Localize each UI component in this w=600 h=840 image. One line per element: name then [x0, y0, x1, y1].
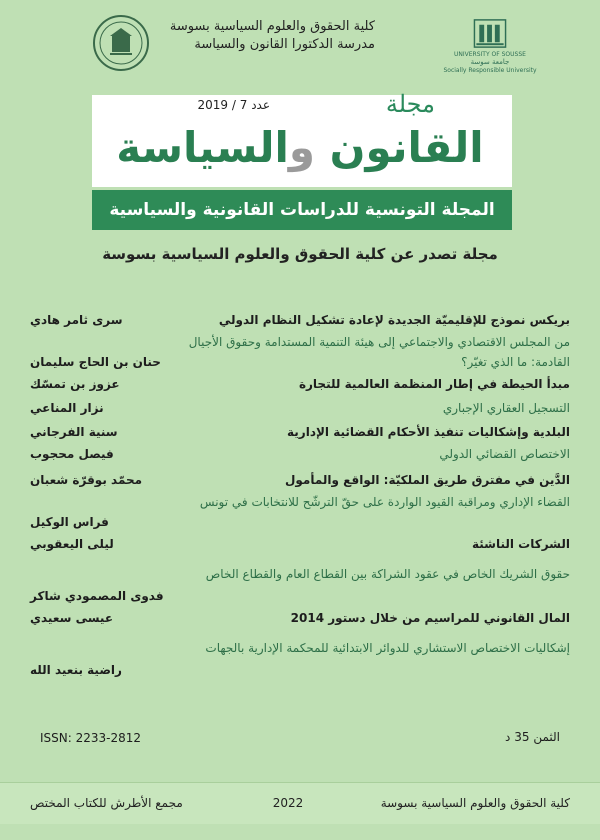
- article-author: حنان بن الحاج سليمان: [30, 355, 161, 369]
- faculty-heading: [165, 18, 375, 54]
- contents-entry: [30, 536, 570, 566]
- journal-title-part-1: القانون: [314, 123, 484, 172]
- article-author: فدوى المصمودي شاكر: [30, 589, 164, 603]
- issue-number: عدد 7 / 2019: [197, 98, 270, 112]
- footer-publisher: كلية الحقوق والعلوم السياسية بسوسة: [380, 796, 570, 810]
- contents-entry: [30, 494, 570, 514]
- article-title: الشركات الناشئة: [471, 537, 570, 551]
- table-of-contents: [30, 312, 570, 682]
- article-author: فراس الوكيل: [30, 515, 109, 529]
- publisher-line: مجلة تصدر عن كلية الحقوق والعلوم السياسية بسوسة: [102, 245, 498, 263]
- university-name-en: UNIVERSITY OF SOUSSE: [454, 51, 526, 58]
- article-title: الاختصاص القضائي الدولي: [439, 447, 570, 461]
- contents-entry: [30, 424, 570, 446]
- university-logo: [430, 16, 550, 74]
- journal-word: مجلة: [385, 90, 435, 118]
- university-tagline: Socially Responsible University: [443, 67, 537, 74]
- article-title: إشكاليات الاختصاص الاستشاري للدوائر الابتدائية للمحكمة الإدارية بالجهات: [205, 641, 570, 655]
- article-title: المال القانوني للمراسيم من خلال دستور 2014: [290, 611, 570, 625]
- article-author: فيصل محجوب: [30, 447, 114, 461]
- article-author: عيسى سعيدي: [30, 611, 114, 625]
- journal-title-part-2: السياسة: [116, 123, 289, 172]
- article-title: الدَّين في مفترق طريق الملكيّة: الواقع والمأمول: [285, 473, 570, 487]
- article-author: سرى ثامر هادي: [30, 313, 123, 327]
- article-title: حقوق الشريك الخاص في عقود الشراكة بين القطاع العام والقطاع الخاص: [205, 567, 570, 581]
- footer-distributor: مجمع الأطرش للكتاب المختص: [30, 796, 183, 810]
- journal-title-conjunction: و: [288, 123, 315, 172]
- contents-entry: [30, 588, 570, 610]
- journal-subtitle-band: المجلة التونسية للدراسات القانونية والسياسية: [92, 190, 512, 230]
- journal-title: [100, 122, 500, 174]
- contents-entry: [30, 354, 570, 376]
- contents-entry: [30, 566, 570, 588]
- article-title: البلدية وإشكاليات تنفيذ الأحكام القضائية الإدارية: [287, 425, 570, 439]
- contents-entry: [30, 446, 570, 472]
- article-author: محمّد بوقرّة شعبان: [30, 473, 143, 487]
- contents-entry: [30, 312, 570, 334]
- contents-entry: [30, 472, 570, 494]
- faculty-line-2: مدرسة الدكتورا القانون والسياسة: [194, 37, 375, 52]
- article-title: التسجيل العقاري الإجباري: [442, 401, 570, 415]
- article-author: نزار المناعي: [30, 401, 104, 415]
- contents-entry: [30, 514, 570, 536]
- article-title: القضاء الإداري ومراقبة القيود الواردة على حقّ الترشّح للانتخابات في تونس: [199, 495, 570, 509]
- article-author: ليلى اليعقوبي: [30, 537, 114, 551]
- footer-year: 2022: [272, 796, 304, 810]
- contents-entry: [30, 640, 570, 662]
- contents-entry: [30, 334, 570, 354]
- article-title: القادمة: ما الذي تغيّر؟: [461, 355, 570, 369]
- issn: ISSN: 2233-2812: [40, 731, 142, 745]
- contents-entry: [30, 662, 570, 682]
- article-author: راضية بنعيد الله: [30, 663, 122, 677]
- article-title: مبدأ الحيطة في إطار المنظمة العالمية للتجارة: [298, 377, 570, 391]
- article-title: من المجلس الاقتصادي والاجتماعي إلى هيئة التنمية المستدامة وحقوق الأجيال: [188, 335, 570, 349]
- contents-entry: [30, 400, 570, 424]
- university-name-ar: جامعة سوسة: [470, 58, 510, 66]
- price: الثمن 35 د: [505, 730, 560, 744]
- article-author: عزوز بن تمسّك: [30, 377, 120, 391]
- university-emblem-icon: [472, 16, 508, 51]
- faculty-seal-icon: [92, 14, 150, 72]
- article-title: بريكس نموذج للإقليميّة الجديدة لإعادة تشكيل النظام الدولي: [218, 313, 570, 327]
- contents-entry: [30, 610, 570, 640]
- faculty-line-1: كلية الحقوق والعلوم السياسية بسوسة: [169, 19, 375, 34]
- contents-entry: [30, 376, 570, 400]
- article-author: سنية الفرجاني: [30, 425, 118, 439]
